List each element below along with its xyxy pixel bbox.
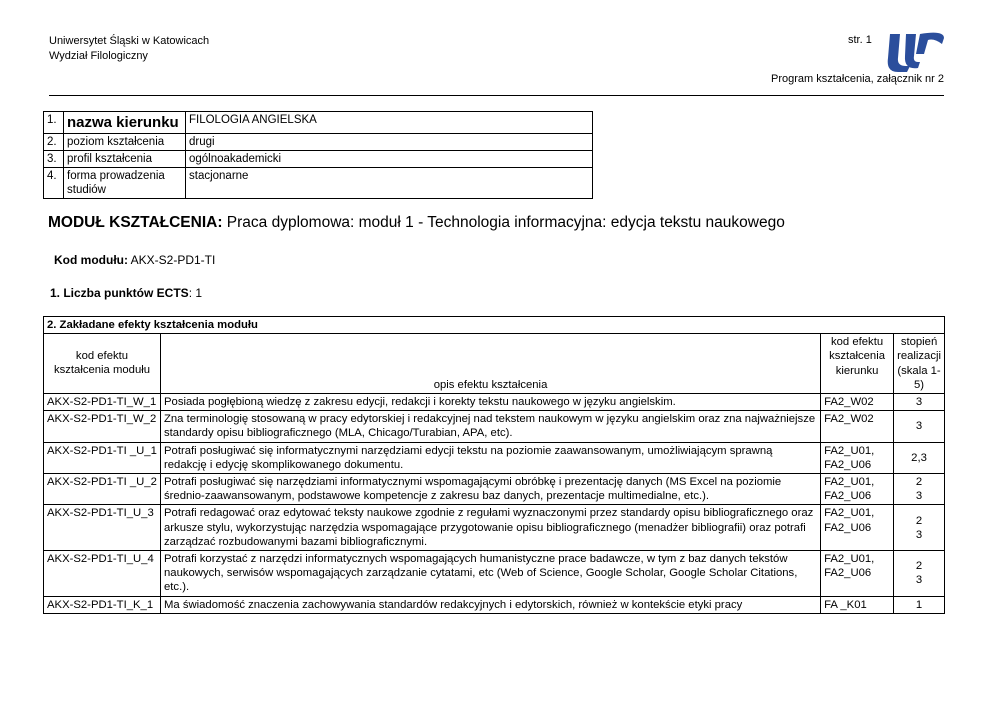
row-label: profil kształcenia [64,151,186,168]
outcome-code: AKX-S2-PD1-TI _U_1 [44,442,161,473]
table-row [44,505,945,551]
module-code-label: Kod modułu: [54,253,128,267]
section-title: 2. Zakładane efekty kształcenia modułu [44,317,945,334]
info-row [44,112,593,134]
outcome-level: 2 3 [894,474,945,505]
outcome-code: AKX-S2-PD1-TI_W_1 [44,394,161,411]
outcome-field-code: FA2_U01, FA2_U06 [821,505,894,551]
ects-label: 1. Liczba punktów ECTS [50,286,189,300]
table-row [44,442,945,473]
row-value: stacjonarne [186,168,593,199]
outcome-field-code: FA2_U01, FA2_U06 [821,551,894,597]
outcome-description: Potrafi posługiwać się informatycznymi narzędziami edycji tekstu na poziomie zaawansowanym, umożliwiającym sprawną redakcję i edycję skomplikowanego dokumentu. [161,442,821,473]
row-number: 2. [44,134,64,151]
table-row [44,394,945,411]
outcome-code: AKX-S2-PD1-TI_U_4 [44,551,161,597]
outcome-field-code: FA2_U01, FA2_U06 [821,474,894,505]
university-logo [884,28,946,74]
row-value: ogólnoakademicki [186,151,593,168]
outcome-level: 2 3 [894,551,945,597]
module-title-value: Praca dyplomowa: moduł 1 - Technologia informacyjna: edycja tekstu naukowego [222,214,785,231]
university-name: Uniwersytet Śląski w Katowicach [49,35,210,47]
ects-points [50,286,202,300]
outcome-level: 3 [894,411,945,442]
outcome-code: AKX-S2-PD1-TI _U_2 [44,474,161,505]
table-row [44,474,945,505]
outcome-level: 2,3 [894,442,945,473]
outcome-description: Potrafi korzystać z narzędzi informatycznych wspomagających humanistyczne prace badawcze, w tym z baz danych tekstów naukowych, serwisów wspomagających zarządzanie cytatami, etc (Web of Science, Google Scholar, Google Scholar Citations, etc.). [161,551,821,597]
program-info-table [43,111,593,199]
outcome-description: Zna terminologię stosowaną w pracy edytorskiej i redakcyjnej nad tekstem naukowym w języku angielskim oraz zna najważniejsze standardy opisu bibliograficznego (MLA, Chicago/Turabian, APA, etc). [161,411,821,442]
outcome-description: Potrafi redagować oraz edytować teksty naukowe zgodnie z regułami wyznaczonymi przez standardy opisu bibliograficznego oraz arkusze stylu, wykorzystując narzędzia wspomagające przygotowanie opisu bibliograficznego (menadżer bibliografii) oraz potrafi zarządzać rozbudowanymi bazami bibliograficznymi. [161,505,821,551]
row-label: forma prowadzenia studiów [64,168,186,199]
row-value: FILOLOGIA ANGIELSKA [186,112,593,134]
info-row [44,134,593,151]
page-number: str. 1 [848,34,872,46]
info-row [44,151,593,168]
header-field-code: kod efektu kształcenia kierunku [821,334,894,394]
module-title-label: MODUŁ KSZTAŁCENIA: [48,214,223,231]
outcome-field-code: FA2_W02 [821,411,894,442]
column-headers [44,334,945,394]
outcome-code: AKX-S2-PD1-TI_U_3 [44,505,161,551]
outcome-level: 1 [894,596,945,613]
header-level: stopień realizacji (skala 1-5) [894,334,945,394]
row-number: 3. [44,151,64,168]
outcome-field-code: FA2_W02 [821,394,894,411]
table-row [44,411,945,442]
outcomes-table [43,316,945,614]
outcome-code: AKX-S2-PD1-TI_K_1 [44,596,161,613]
outcome-field-code: FA _K01 [821,596,894,613]
row-number: 4. [44,168,64,199]
header-module-code: kod efektu kształcenia modułu [44,334,161,394]
program-attachment: Program kształcenia, załącznik nr 2 [770,73,944,85]
header-description: opis efektu kształcenia [161,334,821,394]
row-value: drugi [186,134,593,151]
header-divider [49,95,944,96]
outcome-level: 3 [894,394,945,411]
outcome-description: Potrafi posługiwać się narzędziami informatycznymi wspomagającymi obróbkę i prezentację danych (MS Excel na poziomie średnio-zaawansowanym, podstawowe kompetencje z zakresu baz danych, prezentacje multimedialne, etc.). [161,474,821,505]
ects-value: : 1 [188,286,203,300]
outcome-code: AKX-S2-PD1-TI_W_2 [44,411,161,442]
outcome-field-code: FA2_U01, FA2_U06 [821,442,894,473]
outcome-level: 2 3 [894,505,945,551]
module-title [48,214,785,232]
table-row [44,596,945,613]
module-code [54,253,215,267]
row-number: 1. [44,112,64,134]
outcome-description: Ma świadomość znaczenia zachowywania standardów redakcyjnych i edytorskich, również w kontekście etyki pracy [161,596,821,613]
faculty-name: Wydział Filologiczny [49,50,148,62]
module-code-value: AKX-S2-PD1-TI [127,253,216,267]
table-row [44,551,945,597]
row-label: poziom kształcenia [64,134,186,151]
outcomes-section-header [44,317,945,334]
row-label: nazwa kierunku [64,112,186,134]
header-institution [49,34,209,64]
info-row [44,168,593,199]
outcome-description: Posiada pogłębioną wiedzę z zakresu edycji, redakcji i korekty tekstu naukowego w języku angielskim. [161,394,821,411]
